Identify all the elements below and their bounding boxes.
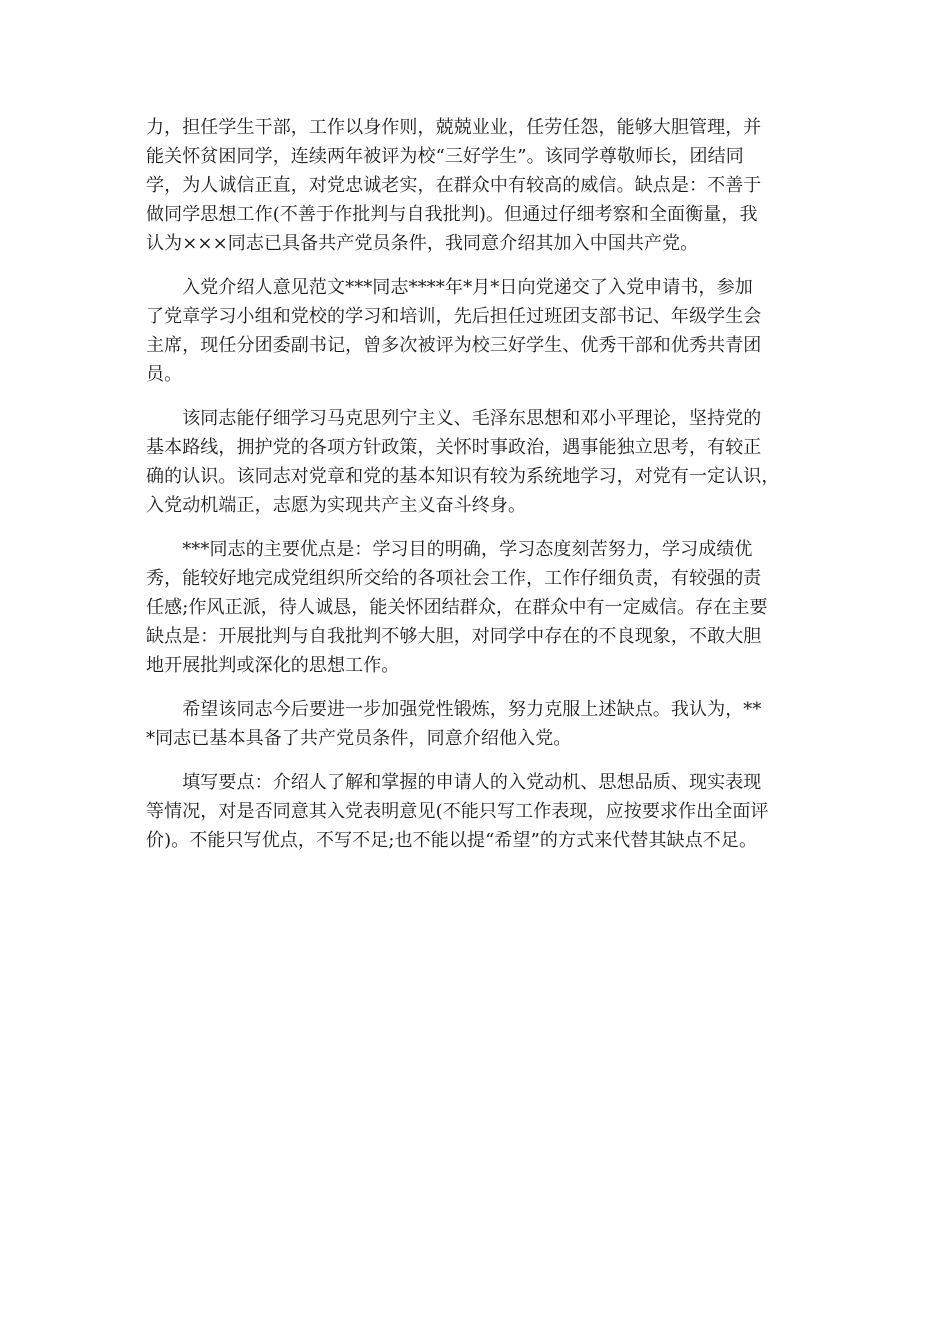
text-line: 等情况，对是否同意其入党表明意见(不能只写工作表现，应按要求作出全面评	[146, 801, 769, 822]
text-line: ***同志的主要优点是：学习目的明确，学习态度刻苦努力，学习成绩优	[146, 539, 753, 560]
text-line: 基本路线，拥护党的各项方针政策，关怀时事政治，遇事能独立思考，有较正	[146, 437, 762, 458]
paragraph-3	[146, 404, 806, 520]
text-line: 任感;作风正派，待人诚恳，能关怀团结群众，在群众中有一定威信。存在主要	[146, 597, 768, 618]
text-line: 主席，现任分团委副书记，曾多次被评为校三好学生、优秀干部和优秀共青团	[146, 335, 762, 356]
text-line: 入党动机端正，志愿为实现共产主义奋斗终身。	[146, 495, 527, 516]
text-line: 填写要点：介绍人了解和掌握的申请人的入党动机、思想品质、现实表现	[146, 772, 762, 793]
text-line: 学，为人诚信正直，对党忠诚老实，在群众中有较高的威信。缺点是：不善于	[146, 175, 762, 196]
paragraph-6	[146, 768, 806, 855]
text-line: 了党章学习小组和党校的学习和培训，先后担任过班团支部书记、年级学生会	[146, 306, 762, 327]
document-body	[146, 113, 806, 870]
text-line: *同志已基本具备了共产党员条件，同意介绍他入党。	[146, 728, 572, 749]
text-line: 缺点是：开展批判与自我批判不够大胆，对同学中存在的不良现象，不敢大胆	[146, 626, 762, 647]
text-line: 入党介绍人意见范文***同志****年*月*日向党递交了入党申请书，参加	[146, 277, 753, 298]
text-line: 秀，能较好地完成党组织所交给的各项社会工作，工作仔细负责，有较强的责	[146, 568, 762, 589]
text-line: 员。	[146, 364, 183, 385]
text-line: 能关怀贫困同学，连续两年被评为校“三好学生”。该同学尊敬师长，团结同	[146, 146, 744, 167]
text-line: 价)。不能只写优点，不写不足;也不能以提“希望”的方式来代替其缺点不足。	[146, 830, 758, 851]
text-line: 认为×××同志已具备共产党员条件，我同意介绍其加入中国共产党。	[146, 233, 699, 254]
paragraph-1	[146, 113, 806, 258]
text-line: 该同志能仔细学习马克思列宁主义、毛泽东思想和邓小平理论，坚持党的	[146, 408, 762, 429]
text-line: 希望该同志今后要进一步加强党性锻炼，努力克服上述缺点。我认为，**	[146, 699, 762, 720]
paragraph-4	[146, 535, 806, 680]
text-line: 做同学思想工作(不善于作批判与自我批判)。但通过仔细考察和全面衡量，我	[146, 204, 758, 225]
paragraph-5	[146, 695, 806, 753]
text-line: 力，担任学生干部，工作以身作则，兢兢业业，任劳任怨，能够大胆管理，并	[146, 117, 762, 138]
text-line: 确的认识。该同志对党章和党的基本知识有较为系统地学习，对党有一定认识，	[146, 466, 780, 487]
text-line: 地开展批判或深化的思想工作。	[146, 655, 400, 676]
paragraph-2	[146, 273, 806, 389]
